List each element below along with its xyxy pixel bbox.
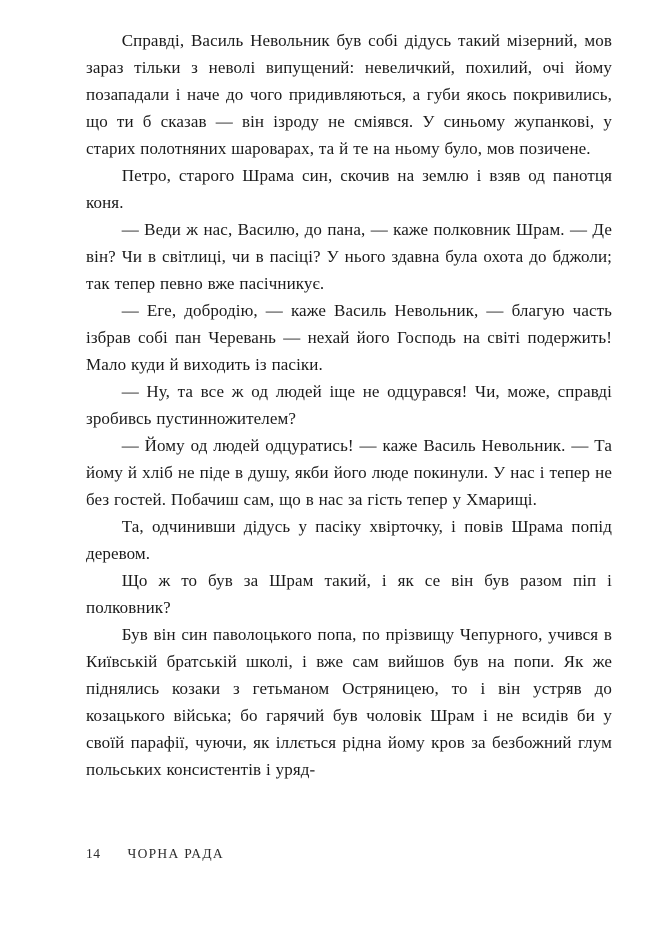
paragraph: Був він син паволоцького попа, по прізвищу Чепурного, учився в Київській братській школі, і вже сам вийшов був на попи. Як же піднялись козаки з гетьманом Остряницею, то і він устряв до козацького війська; бо гарячий був чоловік Шрам і не всидів би у своїй парафії, чуючи, як іллється рідна йому кров за безбожний глум польських консистентів і уряд-: [86, 625, 612, 779]
paragraph: — Веди ж нас, Василю, до пана, — каже полковник Шрам. — Де він? Чи в світлиці, чи в пасіці? У нього здавна була охота до бджоли; так тепер певно вже пасічникує.: [86, 220, 612, 293]
page-number: 14: [86, 846, 101, 861]
paragraph: Петро, старого Шрама син, скочив на землю і взяв од панотця коня.: [86, 166, 612, 212]
paragraph: Що ж то був за Шрам такий, і як се він був разом піп і полковник?: [86, 571, 612, 617]
paragraph: Справді, Василь Невольник був собі дідусь такий мізерний, мов зараз тільки з неволі випущений: невеличкий, похилий, очі йому позападали і наче до чого придивляються, а губи якось покривились, що ти б сказав — він ізроду не сміявся. У синьому жупанкові, у старих полотняних шароварах, та й те на ньому було, мов позичене.: [86, 31, 612, 158]
page-footer: [86, 846, 224, 862]
paragraph: — Ну, та все ж од людей іще не одцурався! Чи, може, справді зробивсь пустинножителем?: [86, 382, 612, 428]
running-title: ЧОРНА РАДА: [127, 846, 224, 861]
paragraph: — Йому од людей одцуратись! — каже Василь Невольник. — Та йому й хліб не піде в душу, якби його люде покинули. У нас і тепер не без гостей. Побачиш сам, що в нас за гість тепер у Хмарищі.: [86, 436, 612, 509]
paragraph: Та, одчинивши дідусь у пасіку хвірточку, і повів Шрама попід деревом.: [86, 517, 612, 563]
paragraph: — Еге, добродію, — каже Василь Невольник, — благую часть ізбрав собі пан Черевань — нехай його Господь на світі подержить! Мало куди й виходить із пасіки.: [86, 301, 612, 374]
page-text: [86, 27, 612, 783]
